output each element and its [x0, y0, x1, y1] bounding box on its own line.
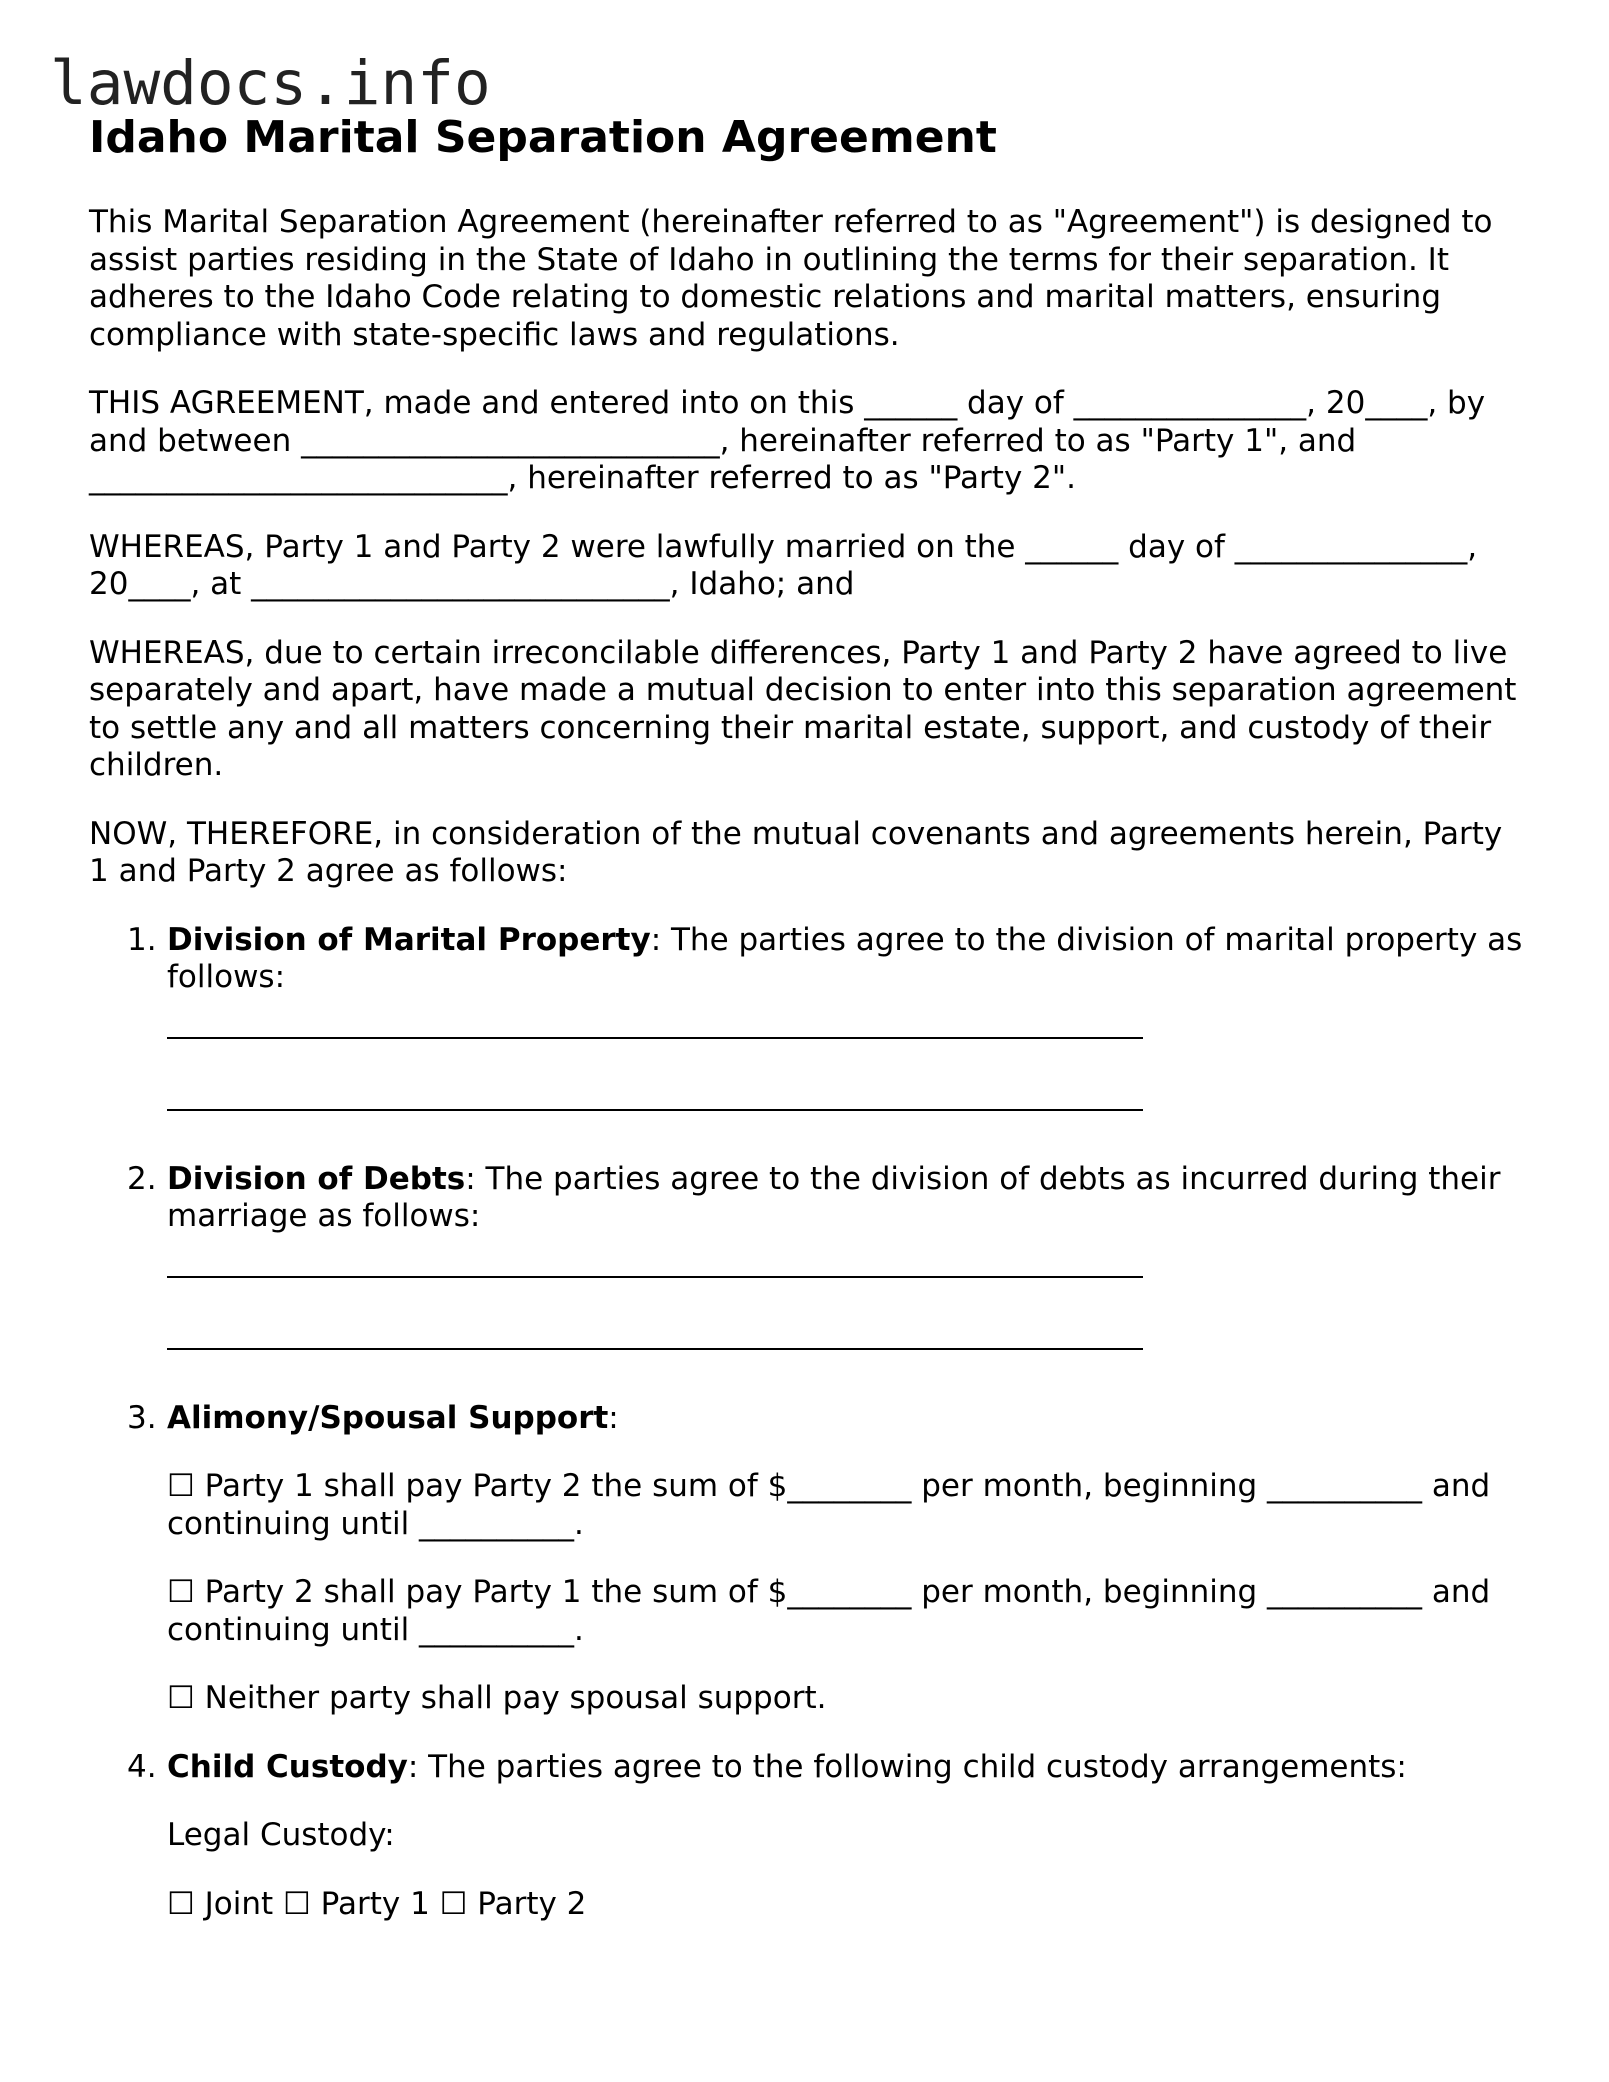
legal-custody-label: Legal Custody: — [167, 1817, 395, 1853]
item-heading: Division of Debts — [167, 1160, 466, 1197]
item-heading: Child Custody — [167, 1748, 408, 1785]
property-blank-line-1[interactable] — [167, 1037, 1143, 1039]
item-body: : The parties agree to the division of debts as incurred during their marriage as follows: — [167, 1160, 1501, 1234]
alimony-option-none[interactable]: ☐ Neither party shall pay spousal support. — [167, 1680, 827, 1716]
intro-paragraph: This Marital Separation Agreement (hereinafter referred to as "Agreement") is designed to assist parties residing in the State of Idaho in outlining the terms for their separation. It adheres to the Idaho Code relating to domestic relations and marital matters, ensuring compliance with state-specific laws and regulations. — [89, 204, 1493, 353]
item-body: : The parties agree to the division of marital property as follows: — [167, 921, 1523, 995]
item-number: 3. — [127, 1399, 157, 1436]
list-item-alimony — [89, 1400, 1529, 1718]
item-text — [167, 1400, 1529, 1438]
legal-custody-options[interactable]: ☐ Joint ☐ Party 1 ☐ Party 2 — [167, 1885, 587, 1922]
agreement-clause: THIS AGREEMENT, made and entered into on this ______ day of _______________, 20____, by and between ___________________________, hereinafter referred to as "Party 1", and ___________________________, hereinafter referred to as "Party 2". — [89, 385, 1486, 496]
item-text — [167, 1749, 1529, 1787]
list-item-debts — [89, 1161, 1529, 1400]
whereas-differences: WHEREAS, due to certain irreconcilable differences, Party 1 and Party 2 have agreed to live separately and apart, have made a mutual decision to enter into this separation agreement to settle any and all matters concerning their marital estate, support, and custody of their children. — [89, 634, 1517, 783]
item-number: 1. — [127, 921, 157, 958]
watermark: lawdocs.info — [50, 48, 491, 119]
list-item-custody — [89, 1749, 1529, 1924]
item-heading: Division of Marital Property — [167, 921, 651, 958]
item-text — [167, 1161, 1529, 1236]
debts-blank-line-1[interactable] — [167, 1276, 1143, 1278]
list-item-property — [89, 922, 1529, 1161]
whereas-married: WHEREAS, Party 1 and Party 2 were lawfully married on the ______ day of _______________, 20____, at ___________________________, Idaho; and — [89, 528, 1478, 602]
item-body: : — [608, 1399, 619, 1436]
item-text — [167, 922, 1529, 997]
item-heading: Alimony/Spousal Support — [167, 1399, 609, 1436]
item-number: 4. — [127, 1748, 157, 1785]
alimony-option-party1-pays[interactable]: ☐ Party 1 shall pay Party 2 the sum of $________ per month, beginning __________ and continuing until __________. — [167, 1468, 1491, 1542]
now-therefore: NOW, THEREFORE, in consideration of the mutual covenants and agreements herein, Party 1 and Party 2 agree as follows: — [89, 815, 1503, 889]
item-body: : The parties agree to the following child custody arrangements: — [407, 1748, 1407, 1785]
terms-list — [89, 922, 1529, 1924]
page-title: Idaho Marital Separation Agreement — [89, 112, 997, 163]
item-number: 2. — [127, 1160, 157, 1197]
document-body — [89, 110, 1529, 1954]
alimony-option-party2-pays[interactable]: ☐ Party 2 shall pay Party 1 the sum of $________ per month, beginning __________ and continuing until __________. — [167, 1574, 1491, 1648]
